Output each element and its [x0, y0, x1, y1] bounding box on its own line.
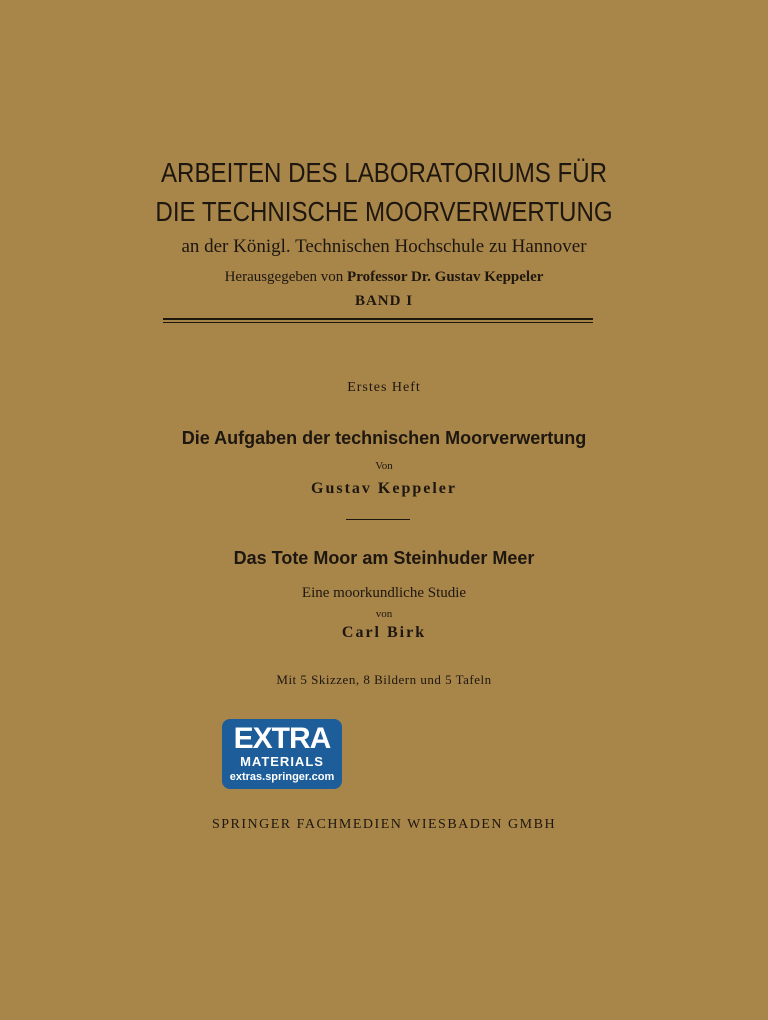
editor-name: Professor Dr. Gustav Keppeler — [347, 269, 544, 285]
volume-label: BAND I — [354, 293, 414, 309]
extra-materials-badge[interactable] — [222, 719, 342, 789]
publisher-name: SPRINGER FACHMEDIEN WIESBADEN GMBH — [211, 817, 557, 832]
work-2-subtitle: Eine moorkundliche Studie — [301, 585, 467, 601]
short-rule-divider — [346, 519, 410, 520]
work-1-by: Von — [375, 460, 393, 472]
work-2-author: Carl Birk — [341, 624, 427, 641]
illustrations-note: Mit 5 Skizzen, 8 Bildern und 5 Tafeln — [276, 672, 492, 687]
editor-line — [0, 266, 768, 288]
work-1-author: Gustav Keppeler — [311, 480, 457, 497]
series-title-line-2: DIE TECHNISCHE MOORVERWERTUNG — [155, 196, 613, 227]
work-2-by: von — [375, 608, 393, 620]
badge-materials-text: MATERIALS — [240, 754, 324, 769]
badge-extra-text: EXTRA — [233, 722, 331, 755]
issue-label: Erstes Heft — [347, 380, 421, 395]
work-1-title: Die Aufgaben der technischen Moorverwertung — [181, 428, 587, 448]
institution-line: an der Königl. Technischen Hochschule zu Hannover — [181, 236, 587, 257]
work-2-title: Das Tote Moor am Steinhuder Meer — [233, 548, 535, 568]
series-title-line-1: ARBEITEN DES LABORATORIUMS FÜR — [160, 157, 607, 188]
editor-prefix: Herausgegeben von — [224, 269, 344, 285]
double-rule-divider — [163, 318, 593, 324]
badge-url-text: extras.springer.com — [229, 771, 335, 783]
